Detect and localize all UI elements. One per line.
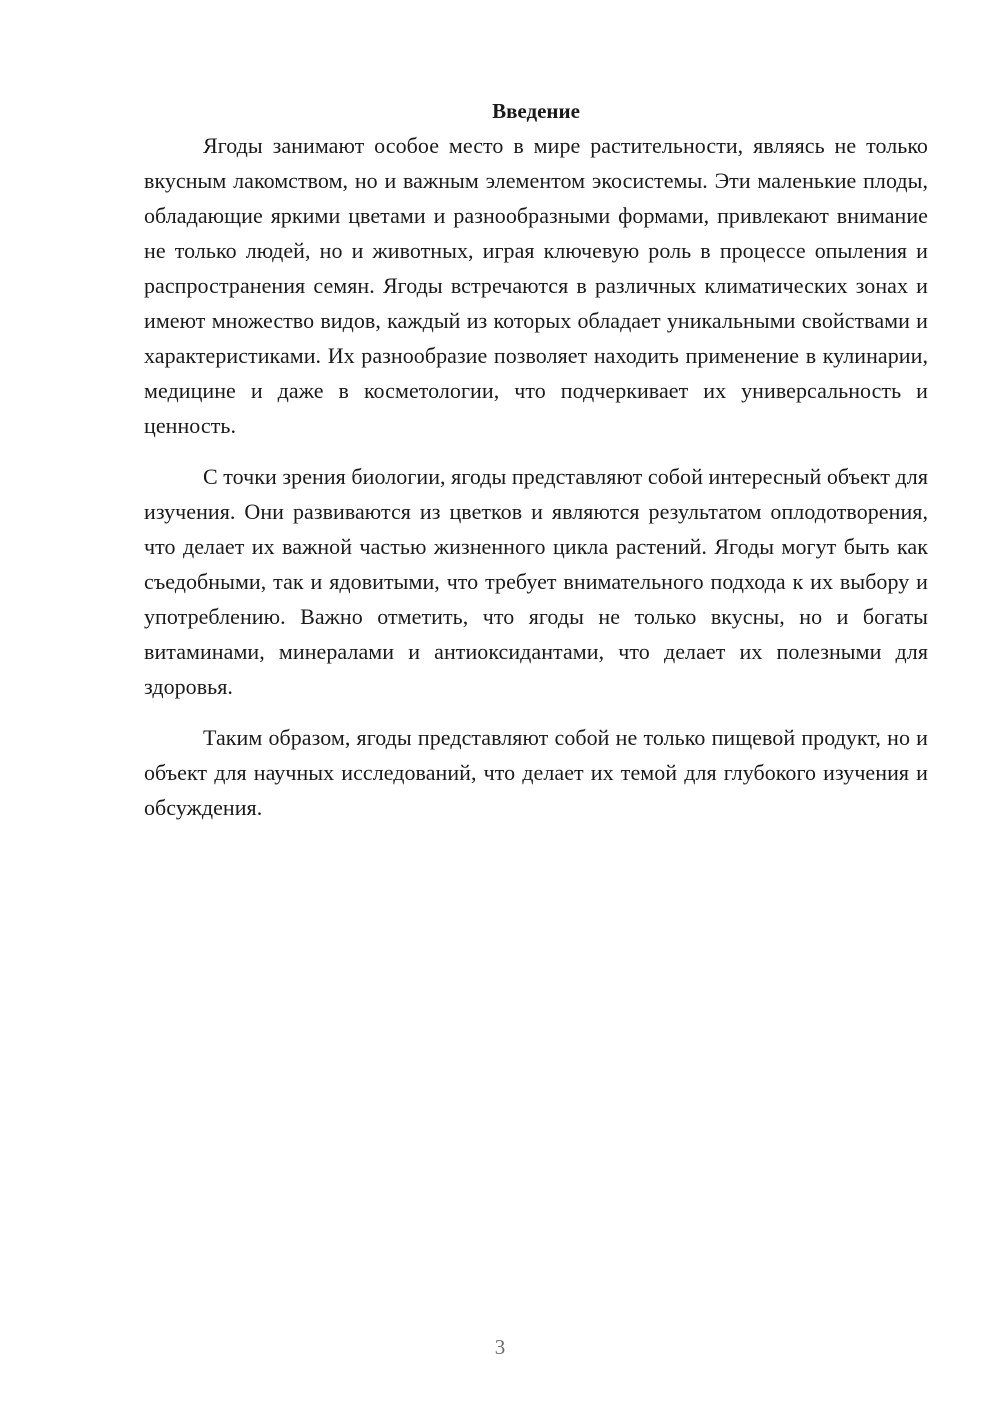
paragraph-conclusion: Таким образом, ягоды представляют собой не только пищевой продукт, но и объект для научных исследований, что делает их темой для глубокого изучения и обсуждения. <box>144 725 928 820</box>
document-body <box>144 96 928 841</box>
page-number: 3 <box>494 1335 506 1359</box>
section-title: Введение <box>492 99 580 123</box>
paragraph-biology: С точки зрения биологии, ягоды представляют собой интересный объект для изучения. Они развиваются из цветков и являются результатом оплодотворения, что делает их важной частью жизненного цикла растений. Ягоды могут быть как съедобными, так и ядовитыми, что требует внимательного подхода к их выбору и употреблению. Важно отметить, что ягоды не только вкусны, но и богаты витаминами, минералами и антиоксидантами, что делает их полезными для здоровья. <box>144 464 928 699</box>
paragraph-intro: Ягоды занимают особое место в мире растительности, являясь не только вкусным лакомством, но и важным элементом экосистемы. Эти маленькие плоды, обладающие яркими цветами и разнообразными формами, привлекают внимание не только людей, но и животных, играя ключевую роль в процессе опыления и распространения семян. Ягоды встречаются в различных климатических зонах и имеют множество видов, каждый из которых обладает уникальными свойствами и характеристиками. Их разнообразие позволяет находить применение в кулинарии, медицине и даже в косметологии, что подчеркивает их универсальность и ценность. <box>144 133 928 438</box>
